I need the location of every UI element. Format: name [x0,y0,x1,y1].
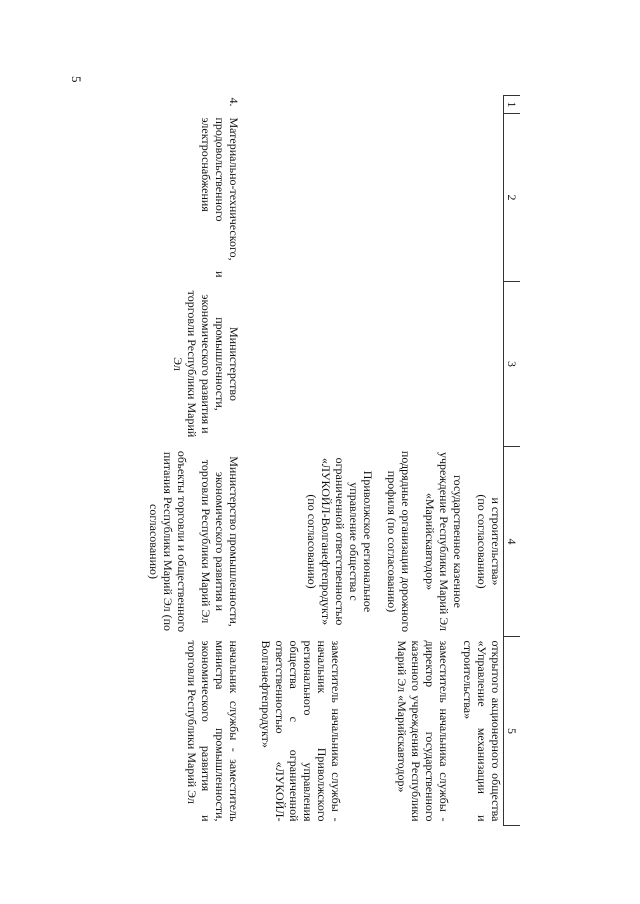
header-col-2: 2 [504,114,521,282]
ministry-name: Министерство промышленности, экономического развития и торговли Республики Марий Эл [171,290,241,438]
cell-organizations [249,447,504,637]
org-text: государственное казенное учреждение Республики Марий Эл «Марийскавтодор» [423,451,465,632]
header-col-1: 1 [504,96,521,114]
table-header-row [504,96,521,826]
table-row-4 [137,96,241,826]
header-col-3: 3 [504,282,521,447]
rotated-document [110,95,520,825]
table-row-continued [249,96,504,826]
org-text: подрядные организации дорожного профиля (по согласованию) [385,450,413,633]
org-text: Приволжское региональное управление общества с ограниченной ответственностью «ЛУКОЙЛ-Волганефтепродукт» (по согласованию) [305,457,375,626]
org-text: и строительства» (по согласованию) [475,494,503,589]
position-text: начальник службы - заместитель министра промышленности, экономического развития и торговли Республики Марий Эл [185,640,241,822]
service-name: Материально-технического, продовольственного и электроснабжения [199,117,241,278]
header-col-5: 5 [504,637,521,826]
row-number: 4. [227,97,241,107]
org-text: объекты торговли и общественного питания Республики Марий Эл (по согласованию) [147,450,189,633]
cell-organizations [137,447,241,637]
page-number: 5 [69,76,84,83]
header-col-4: 4 [504,447,521,637]
position-text: заместитель начальника службы - директор государственного казенного учреждения Республики Марий Эл «Марийскавтодор» [395,640,451,822]
services-table [137,95,520,826]
org-text: Министерство промышленности, экономического развития и торговли Республики Марий Эл [199,456,241,627]
cell-positions [249,637,504,826]
position-text: открытого акционерного общества «Управление механизации и строительства» [461,640,503,822]
position-text: заместитель начальника службы - начальник Приволжского регионального управления общества с ограниченной ответственностью «ЛУКОЙЛ-Волганефтепродукт» [259,640,343,822]
